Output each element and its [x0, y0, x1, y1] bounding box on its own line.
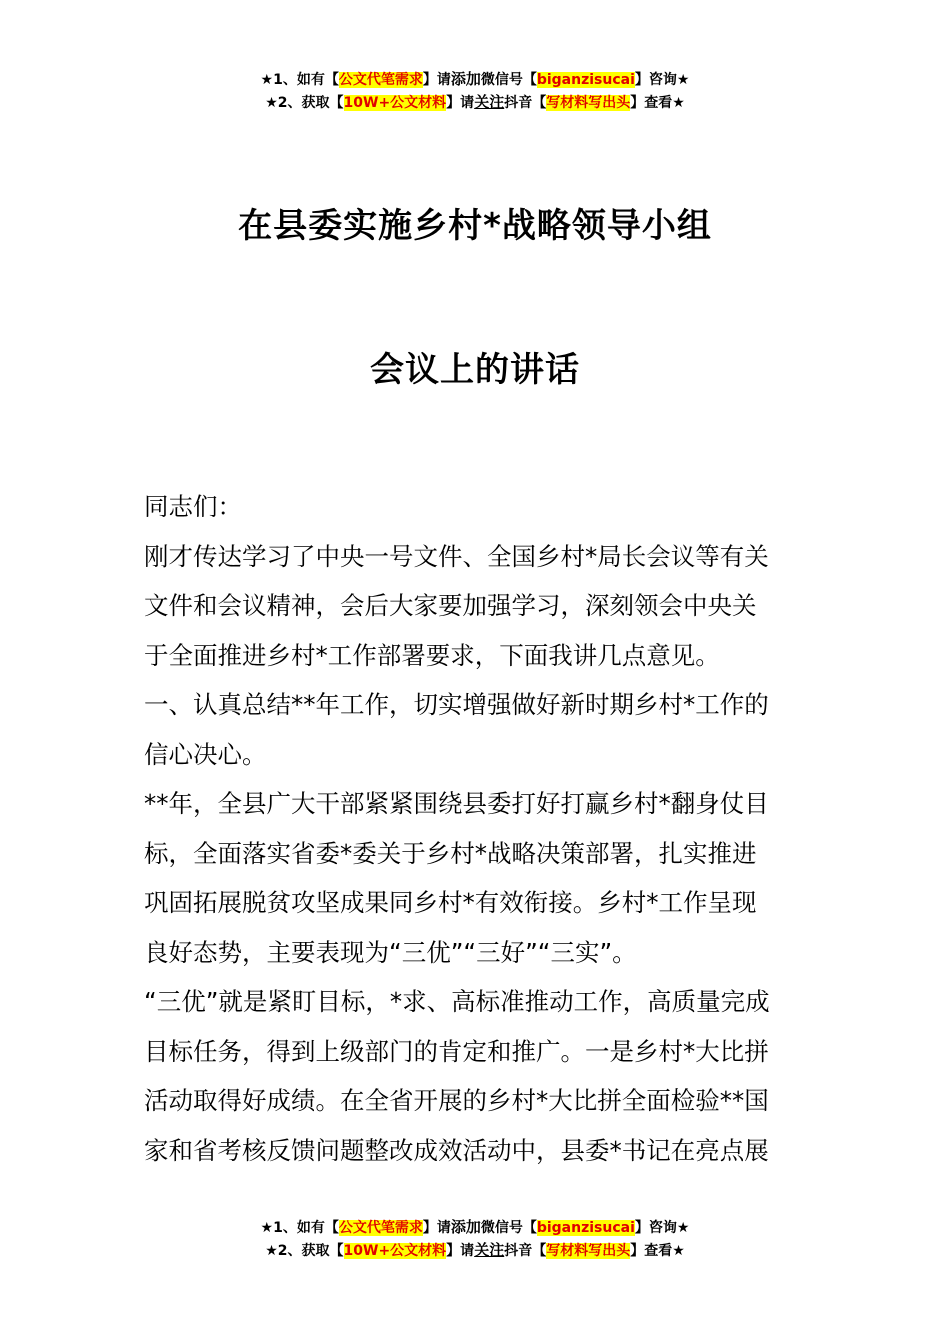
promo-text: 】咨询★ [634, 1220, 690, 1236]
promo-text: 】请 [422, 1220, 451, 1236]
promo-highlight: 公文代笔需求 [338, 1220, 423, 1236]
document-body [144, 482, 814, 1175]
promo-emphasis: 添加 [450, 1218, 481, 1236]
footer-promo-banner [0, 1216, 950, 1262]
section-heading: 信心决心。 [144, 739, 267, 769]
promo-text: 微信号【 [480, 72, 537, 88]
promo-line-1 [0, 68, 950, 91]
document-title-line-2: 会议上的讲话 [370, 350, 580, 390]
body-line: 刚才传达学习了中央一号文件、全国乡村*局长会议等有关 [144, 541, 769, 571]
promo-highlight: 10W+公文材料 [343, 1243, 447, 1259]
body-line: “三优”就是紧盯目标，*求、高标准推动工作，高质量完成 [144, 987, 770, 1016]
body-line: 标，全面落实省委*委关于乡村*战略决策部署，扎实推进 [144, 838, 757, 868]
greeting: 同志们： [144, 492, 242, 521]
promo-highlight: 写材料写出头 [546, 95, 631, 111]
promo-text: ★1、如有【 [260, 72, 339, 88]
header-promo-banner [0, 68, 950, 114]
promo-highlight: 写材料写出头 [546, 1243, 631, 1259]
promo-highlight: biganzisucai [536, 72, 635, 88]
promo-text: 微信号【 [480, 1220, 537, 1236]
promo-text: 】请 [446, 95, 475, 111]
promo-highlight: 10W+公文材料 [343, 95, 447, 111]
promo-emphasis: 关注 [474, 93, 505, 111]
body-line: 文件和会议精神，会后大家要加强学习，深刻领会中央关 [144, 591, 757, 620]
promo-line-2 [0, 1239, 950, 1262]
body-line: 于全面推进乡村*工作部署要求，下面我讲几点意见。 [144, 640, 720, 670]
promo-emphasis: 添加 [450, 70, 481, 88]
promo-highlight: biganzisucai [536, 1220, 635, 1236]
body-line: 良好态势，主要表现为“三优”“三好”“三实”。 [144, 937, 637, 967]
promo-text: ★1、如有【 [260, 1220, 339, 1236]
body-line: 家和省考核反馈问题整改成效活动中，县委*书记在亮点展 [144, 1135, 769, 1165]
promo-text: 】咨询★ [634, 72, 690, 88]
promo-text: ★2、获取【 [265, 1243, 344, 1259]
promo-text: ★2、获取【 [265, 95, 344, 111]
promo-text: 】请 [446, 1243, 475, 1259]
promo-emphasis: 关注 [474, 1241, 505, 1259]
document-title-line-1: 在县委实施乡村*战略领导小组 [238, 206, 712, 246]
body-line: 活动取得好成绩。在全省开展的乡村*大比拼全面检验**国 [144, 1086, 769, 1115]
section-heading: 一、认真总结**年工作，切实增强做好新时期乡村*工作的 [144, 690, 769, 719]
promo-line-2 [0, 91, 950, 114]
promo-text: 】查看★ [630, 1243, 685, 1259]
body-line: 巩固拓展脱贫攻坚成果同乡村*有效衔接。乡村*工作呈现 [144, 888, 757, 917]
promo-line-1 [0, 1216, 950, 1239]
body-line: 目标任务，得到上级部门的肯定和推广。一是乡村*大比拼 [144, 1036, 769, 1066]
promo-text: 】请 [422, 72, 451, 88]
body-line: **年，全县广大干部紧紧围绕县委打好打赢乡村*翻身仗目 [144, 789, 769, 818]
promo-text: 抖音【 [504, 1243, 547, 1259]
promo-highlight: 公文代笔需求 [338, 72, 423, 88]
promo-text: 】查看★ [630, 95, 685, 111]
promo-text: 抖音【 [504, 95, 547, 111]
